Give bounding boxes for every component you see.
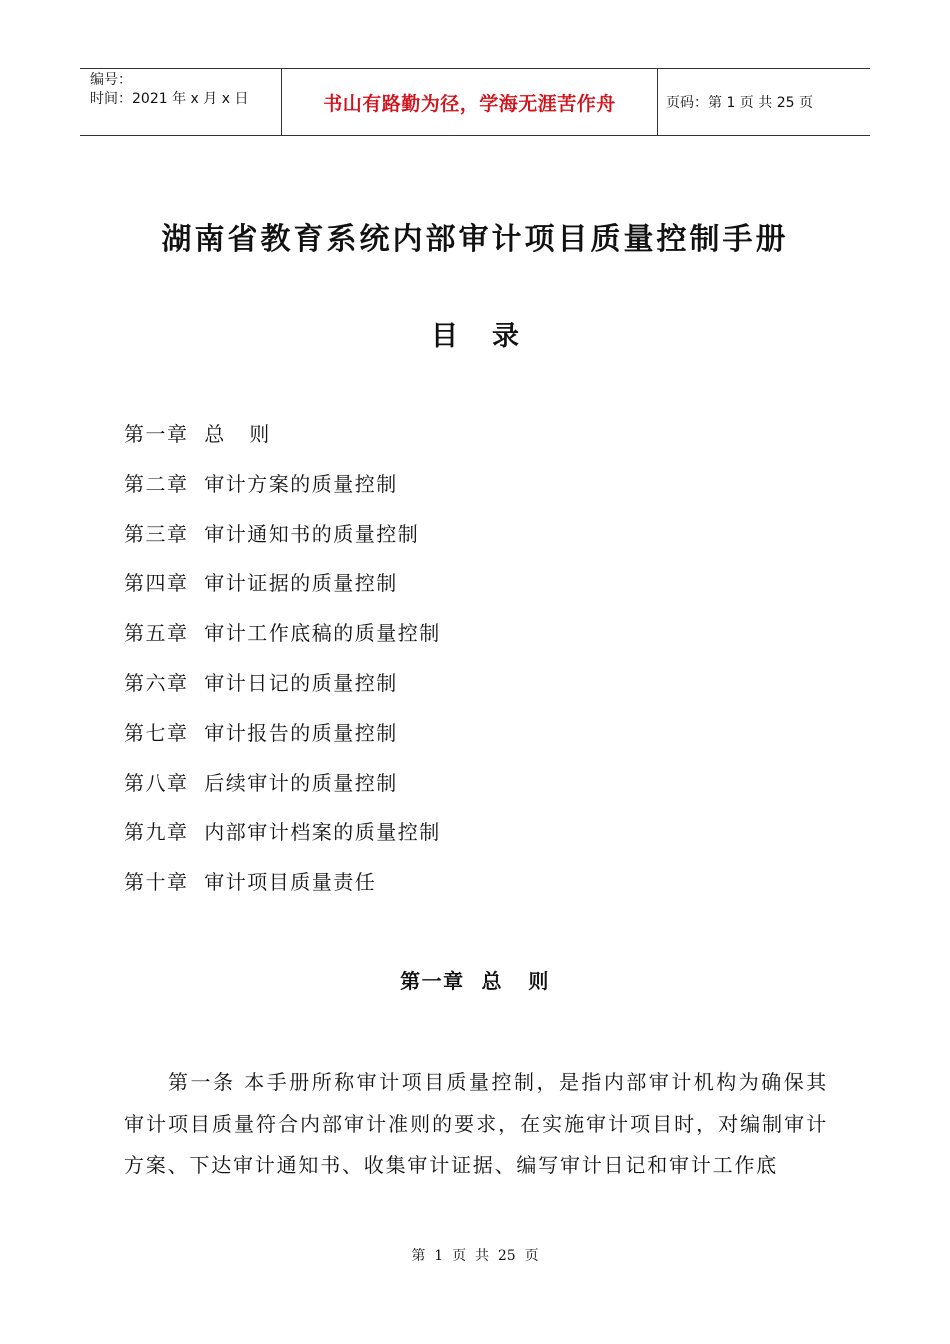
toc-item: 第六章 审计日记的质量控制 (124, 670, 398, 695)
toc-item: 第九章 内部审计档案的质量控制 (124, 820, 441, 845)
header-page-info: 页码：第 1 页 共 25 页 (666, 95, 813, 111)
table-of-contents (124, 419, 441, 917)
toc-item: 第十章 审计项目质量责任 (124, 870, 377, 895)
header-meta-cell (80, 69, 282, 135)
toc-item: 第二章 审计方案的质量控制 (124, 471, 398, 496)
toc-item: 第四章 审计证据的质量控制 (124, 571, 398, 596)
toc-heading: 目录 (431, 321, 553, 352)
toc-item: 第三章 审计通知书的质量控制 (124, 521, 420, 546)
toc-item: 第五章 审计工作底稿的质量控制 (124, 621, 441, 646)
number-label: 编号： (90, 72, 132, 88)
body-paragraph: 第一条 本手册所称审计项目质量控制，是指内部审计机构为确保其审计项目质量符合内部审计准则的要求，在实施审计项目时，对编制审计方案、下达审计通知书、收集审计证据、编写审计日记和审计工作底 (124, 1070, 828, 1177)
toc-item: 第七章 审计报告的质量控制 (124, 720, 398, 745)
toc-item: 第一章 总 则 (124, 422, 271, 446)
header-table (80, 68, 870, 136)
time-label: 时间：2021 年 x 月 x 日 (90, 91, 249, 107)
document-title: 湖南省教育系统内部审计项目质量控制手册 (161, 222, 789, 257)
chapter-heading: 第一章 总 则 (400, 969, 550, 993)
page-footer: 第 1 页 共 25 页 (411, 1248, 539, 1264)
toc-item: 第八章 后续审计的质量控制 (124, 770, 398, 795)
header-motto: 书山有路勤为径，学海无涯苦作舟 (282, 69, 658, 135)
